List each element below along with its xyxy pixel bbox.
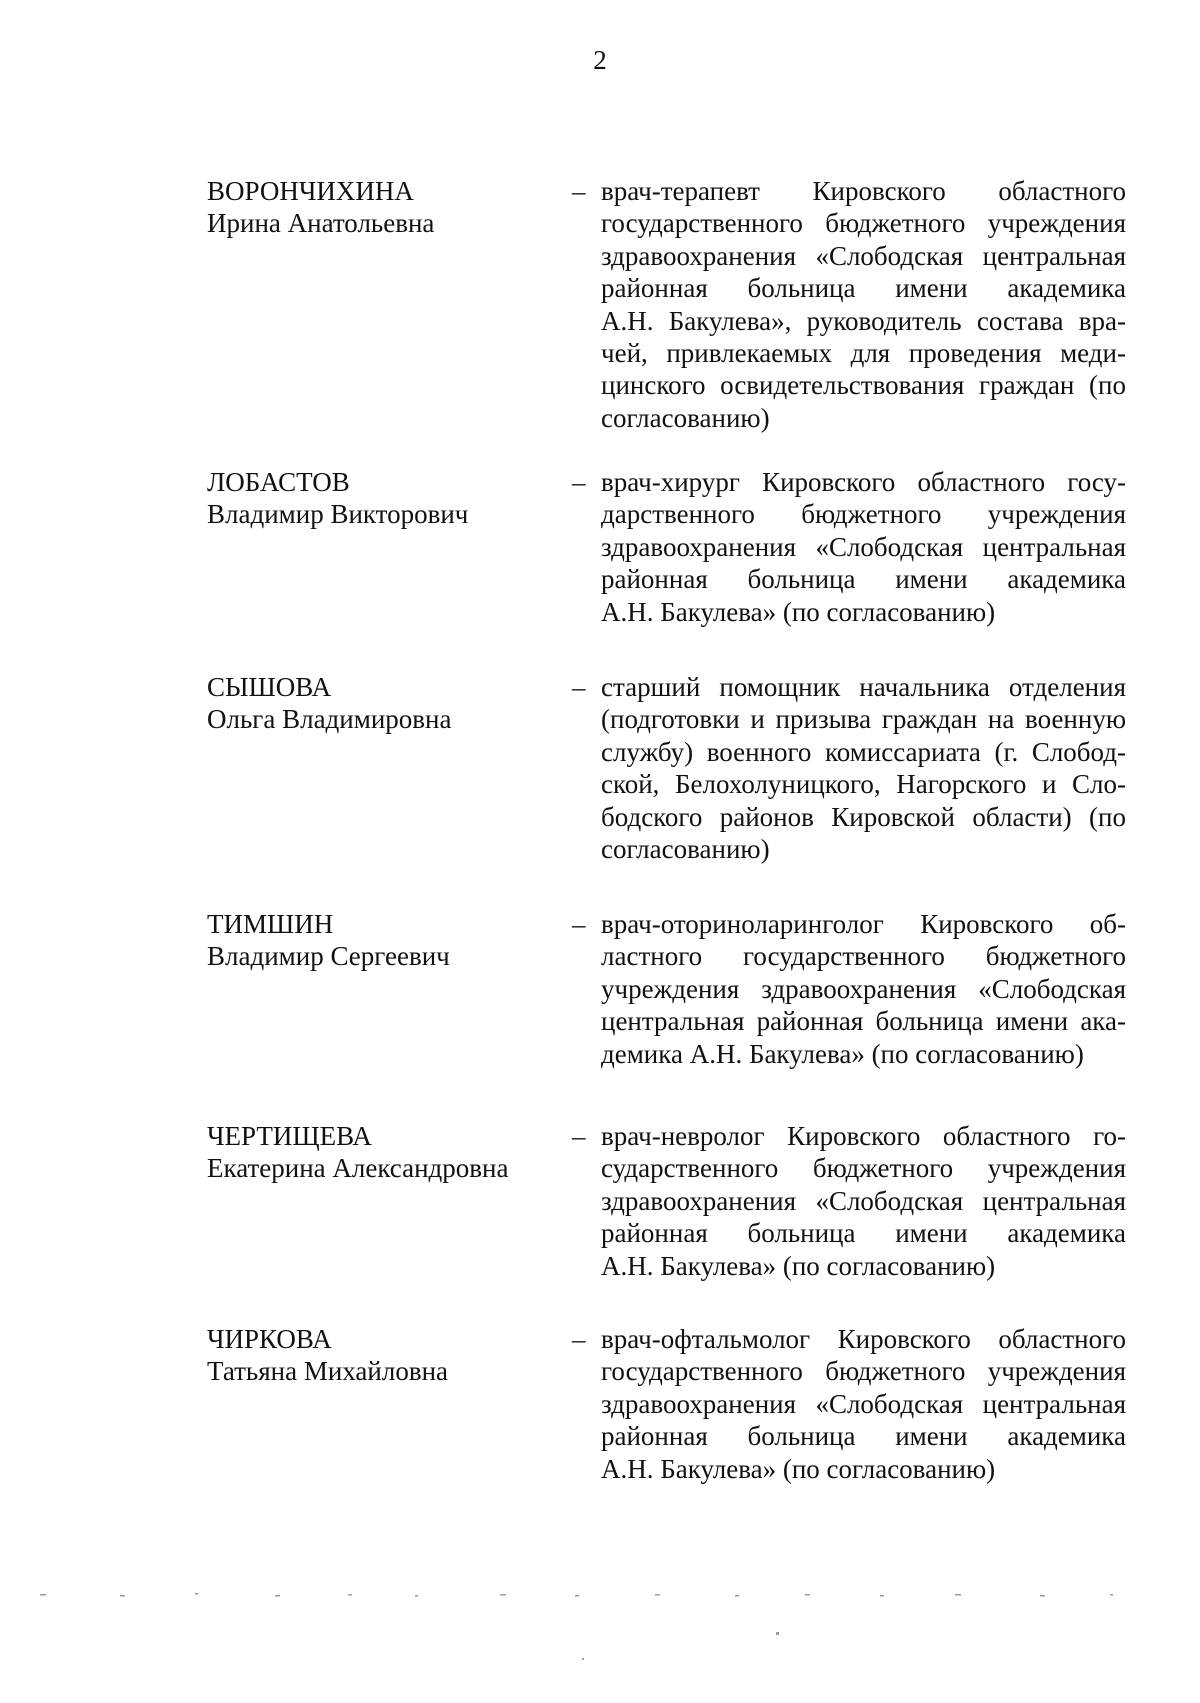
- member-entry: [0, 175, 1200, 435]
- position-line: центральная районная больница имени ака-: [601, 1006, 1126, 1037]
- position-line: дарственного бюджетного учреждения: [601, 499, 1126, 530]
- position-line: врач-терапевт Кировского областного: [601, 176, 1126, 206]
- member-name: [207, 466, 567, 531]
- member-position: [601, 1323, 1126, 1485]
- position-line: районная больница имени академика: [601, 1421, 1126, 1452]
- position-line: согласованию): [601, 833, 770, 864]
- position-line: согласованию): [601, 402, 770, 433]
- member-surname: СЫШОВА: [207, 672, 332, 702]
- entry-dash: –: [572, 672, 586, 702]
- position-line: учреждения здравоохранения «Слободская: [601, 973, 1126, 1004]
- position-line: врач-невролог Кировского областного го-: [601, 1121, 1126, 1151]
- member-given-names: Ольга Владимировна: [207, 704, 452, 735]
- member-name: [207, 908, 567, 973]
- position-line: здравоохранения «Слободская центральная: [601, 531, 1126, 562]
- position-line: врач-хирург Кировского областного госу-: [601, 467, 1126, 497]
- entry-dash: –: [572, 176, 586, 206]
- member-given-names: Владимир Сергеевич: [207, 941, 450, 972]
- position-line: ластного государственного бюджетного: [601, 941, 1126, 972]
- page-number: 2: [593, 45, 607, 75]
- member-surname: ВОРОНЧИХИНА: [207, 176, 414, 206]
- position-line: А.Н. Бакулева» (по согласованию): [601, 596, 996, 627]
- member-entry: [0, 1323, 1200, 1583]
- position-line: бодского районов Кировской области) (по: [601, 801, 1126, 832]
- member-entry: [0, 671, 1200, 931]
- position-line: районная больница имени академика: [601, 1218, 1126, 1249]
- member-name: [207, 1120, 567, 1185]
- position-line: (подготовки и призыва граждан на военную: [601, 704, 1126, 735]
- entry-dash: –: [572, 1121, 586, 1151]
- member-given-names: Екатерина Александровна: [207, 1153, 509, 1184]
- member-position: [601, 908, 1126, 1070]
- member-position: [601, 175, 1126, 434]
- member-name: [207, 671, 567, 736]
- member-given-names: Ирина Анатольевна: [207, 208, 435, 239]
- member-position: [601, 466, 1126, 628]
- position-line: А.Н. Бакулева», руководитель состава вра-: [601, 305, 1126, 336]
- position-line: врач-оториноларинголог Кировского об-: [601, 909, 1126, 939]
- entry-dash: –: [572, 909, 586, 939]
- member-surname: ЧЕРТИЩЕВА: [207, 1121, 372, 1151]
- position-line: государственного бюджетного учреждения: [601, 1356, 1126, 1387]
- member-surname: ТИМШИН: [207, 909, 334, 939]
- member-position: [601, 1120, 1126, 1282]
- position-line: сударственного бюджетного учреждения: [601, 1153, 1126, 1184]
- position-line: цинского освидетельствования граждан (по: [601, 370, 1126, 401]
- position-line: здравоохранения «Слободская центральная: [601, 240, 1126, 271]
- member-given-names: Татьяна Михайловна: [207, 1356, 449, 1387]
- member-position: [601, 671, 1126, 865]
- position-line: здравоохранения «Слободская центральная: [601, 1388, 1126, 1419]
- scan-artifacts: [0, 1590, 1200, 1670]
- position-line: районная больница имени академика: [601, 273, 1126, 304]
- member-name: [207, 175, 567, 240]
- position-line: районная больница имени академика: [601, 564, 1126, 595]
- position-line: демика А.Н. Бакулева» (по согласованию): [601, 1038, 1084, 1069]
- entry-dash: –: [572, 467, 586, 497]
- member-surname: ЛОБАСТОВ: [207, 467, 350, 497]
- position-line: врач-офтальмолог Кировского областного: [601, 1324, 1126, 1354]
- entry-dash: –: [572, 1324, 586, 1354]
- position-line: здравоохранения «Слободская центральная: [601, 1185, 1126, 1216]
- position-line: чей, привлекаемых для проведения меди-: [601, 337, 1126, 368]
- position-line: службу) военного комиссариата (г. Слобод-: [601, 736, 1126, 767]
- position-line: А.Н. Бакулева» (по согласованию): [601, 1453, 996, 1484]
- member-surname: ЧИРКОВА: [207, 1324, 332, 1354]
- position-line: ской, Белохолуницкого, Нагорского и Сло-: [601, 769, 1126, 800]
- position-line: государственного бюджетного учреждения: [601, 208, 1126, 239]
- position-line: старший помощник начальника отделения: [601, 672, 1126, 702]
- position-line: А.Н. Бакулева» (по согласованию): [601, 1250, 996, 1281]
- member-given-names: Владимир Викторович: [207, 499, 469, 530]
- member-name: [207, 1323, 567, 1388]
